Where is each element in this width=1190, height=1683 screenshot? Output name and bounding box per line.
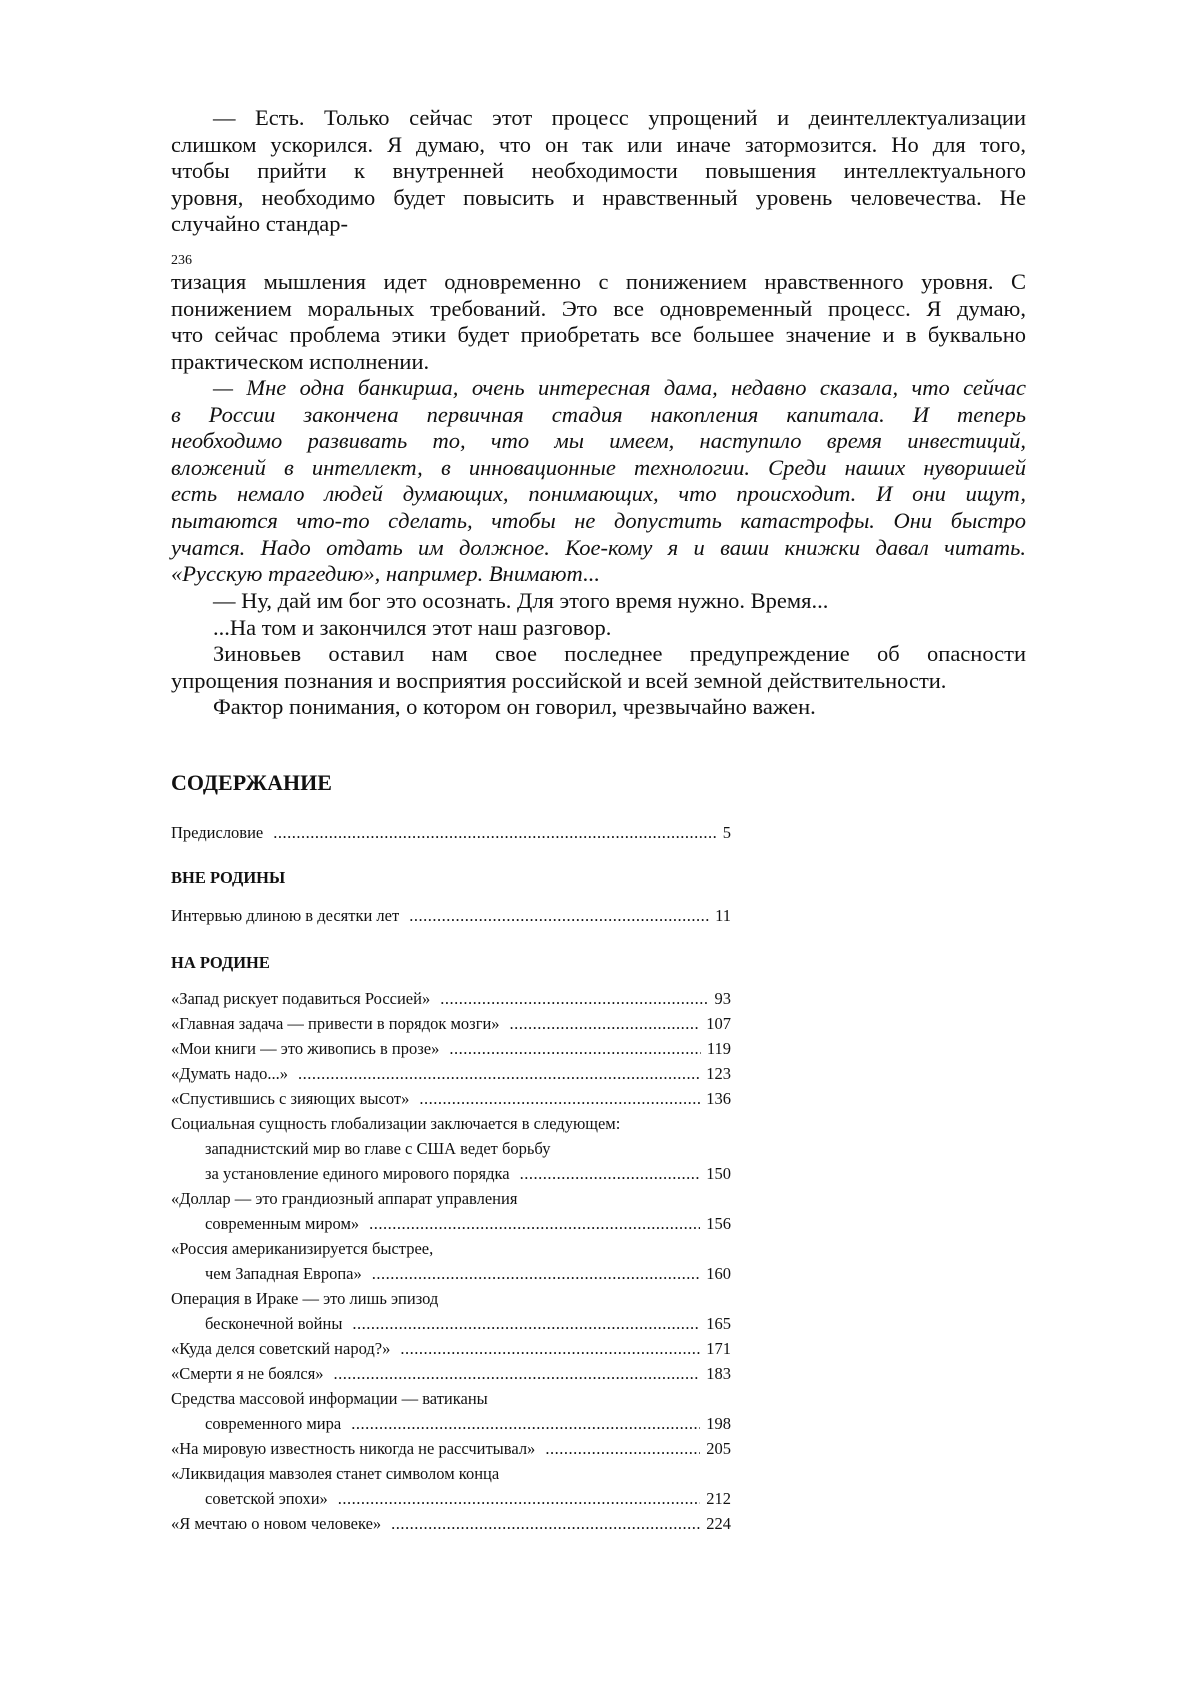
toc-entry[interactable]: [171, 1061, 731, 1086]
toc-entry[interactable]: [171, 986, 731, 1011]
text-line: чтобы прийти к внутренней необходимости повышения интеллектуального: [171, 158, 1026, 184]
toc-entry-page: 224: [706, 1514, 731, 1533]
toc-entry[interactable]: [171, 903, 731, 928]
toc-leader-dots: [351, 1411, 700, 1436]
text-line: пытаются что-то сделать, чтобы не допустить катастрофы. Они быстро: [171, 507, 1026, 533]
toc-entry-title: «Ликвидация мавзолея станет символом конца: [171, 1464, 500, 1483]
toc-entry-title: «Главная задача — привести в порядок мозги»: [171, 1014, 500, 1033]
text-line: есть немало людей думающих, понимающих, что происходит. И они ищут,: [171, 481, 1026, 507]
toc-entry[interactable]: [171, 1036, 731, 1061]
toc-entry[interactable]: [171, 1186, 731, 1236]
toc-entry-title: «На мировую известность никогда не рассчитывал»: [171, 1439, 536, 1458]
toc-entry-page: 212: [706, 1489, 731, 1508]
toc-entry-page: 205: [706, 1439, 731, 1458]
final-paragraphs: [171, 588, 1026, 721]
toc-entry-title-cont: современным миром»: [205, 1214, 360, 1233]
toc-entry-page: 156: [706, 1214, 731, 1233]
toc-entry-title: «Запад рискует подавиться Россией»: [171, 989, 431, 1008]
toc-entry-title: Предисловие: [171, 823, 264, 842]
toc-entry[interactable]: [171, 1011, 731, 1036]
toc-leader-dots: [338, 1486, 700, 1511]
toc-leader-dots: [352, 1311, 700, 1336]
toc-leader-dots: [334, 1361, 701, 1386]
toc-leader-dots: [391, 1511, 700, 1536]
toc-entry-page: 198: [706, 1414, 731, 1433]
toc-entry-title-cont: современного мира: [205, 1414, 342, 1433]
toc-leader-dots: [449, 1036, 701, 1061]
toc-entry-title: «Смерти я не боялся»: [171, 1364, 324, 1383]
text-line: необходимо развивать то, что мы имеем, наступило время инвестиций,: [171, 428, 1026, 454]
toc-entry-title: «Куда делся советский народ?»: [171, 1339, 391, 1358]
toc-title: СОДЕРЖАНИЕ: [171, 770, 332, 795]
text-line: в России закончена первичная стадия накопления капитала. И теперь: [171, 401, 1026, 427]
toc-entry-title: «Доллар — это грандиозный аппарат управления: [171, 1189, 518, 1208]
toc-leader-dots: [400, 1336, 700, 1361]
toc-entry-title-cont: советской эпохи»: [205, 1489, 328, 1508]
text-line: что сейчас проблема этики будет приобретать все большее значение и в буквально: [171, 322, 1026, 348]
toc-leader-dots: [298, 1061, 700, 1086]
text-line: «Русскую трагедию», например. Внимают...: [171, 561, 600, 587]
toc-leader-dots: [520, 1161, 701, 1186]
toc-entry[interactable]: [171, 1436, 731, 1461]
text-line: ...На том и закончился этот наш разговор.: [213, 614, 612, 640]
text-line: — Есть. Только сейчас этот процесс упрощений и деинтеллектуализации: [213, 105, 1026, 130]
toc-entry-page: 123: [706, 1064, 731, 1083]
toc-entry[interactable]: [171, 1336, 731, 1361]
toc-leader-dots: [419, 1086, 700, 1111]
text-line: учатся. Надо отдать им должное. Кое-кому я и ваши книжки давал читать.: [171, 534, 1026, 560]
toc-entry-title: Средства массовой информации — ватиканы: [171, 1389, 488, 1408]
toc-entry[interactable]: [171, 1111, 731, 1186]
toc-entry-page: 136: [706, 1089, 731, 1108]
toc-entry-page: 150: [706, 1164, 731, 1183]
toc-entry[interactable]: [171, 1386, 731, 1436]
toc-entry-page: 11: [715, 906, 731, 925]
toc-entry-page: 119: [706, 1039, 731, 1058]
toc-entry-title: Социальная сущность глобализации заключается в следующем:: [171, 1114, 621, 1133]
text-line: понижением моральных требований. Это все одновременный процесс. Я думаю,: [171, 295, 1026, 321]
toc-entry-page: 5: [722, 823, 731, 842]
toc-entry-title: «Думать надо...»: [171, 1064, 289, 1083]
paragraph-block-1: [171, 105, 1026, 238]
toc-leader-dots: [273, 820, 717, 845]
toc-entry-title-cont: бесконечной войны: [205, 1314, 343, 1333]
toc-entry-page: 165: [706, 1314, 731, 1333]
toc-entry-title: «Россия американизируется быстрее,: [171, 1239, 434, 1258]
toc-entry[interactable]: [171, 820, 731, 845]
page-number: 236: [171, 253, 192, 268]
toc-entry-page: 160: [706, 1264, 731, 1283]
toc-entry[interactable]: [171, 1361, 731, 1386]
toc-preface: [171, 820, 731, 845]
toc-leader-dots: [510, 1011, 701, 1036]
toc-section-heading: НА РОДИНЕ: [171, 953, 270, 972]
toc-section-heading: ВНЕ РОДИНЫ: [171, 868, 286, 887]
text-line: слишком ускорился. Я думаю, что он так или иначе затормозится. Но для того,: [171, 131, 1026, 157]
toc-leader-dots: [440, 986, 708, 1011]
toc-entry-title-cont: чем Западная Европа»: [205, 1264, 362, 1283]
text-line: практическом исполнении.: [171, 348, 430, 374]
toc-entry-page: 107: [706, 1014, 731, 1033]
toc-entry-page: 183: [706, 1364, 731, 1383]
text-line: вложений в интеллект, в инновационные технологии. Среди наших нуворишей: [171, 454, 1026, 480]
text-line: — Ну, дай им бог это осознать. Для этого время нужно. Время...: [213, 588, 829, 613]
text-line: тизация мышления идет одновременно с понижением нравственного уровня. С: [171, 269, 1026, 294]
toc-entry-title: Интервью длиною в десятки лет: [171, 906, 400, 925]
toc-entry-title-cont: за установление единого мирового порядка: [205, 1164, 510, 1183]
toc-entry-title: «Мои книги — это живопись в прозе»: [171, 1039, 440, 1058]
text-line: уровня, необходимо будет повысить и нравственный уровень человечества. Не: [171, 184, 1026, 210]
text-line: — Мне одна банкирша, очень интересная дама, недавно сказала, что сейчас: [213, 375, 1026, 400]
toc-entry-title-cont: западнистский мир во главе с США ведет борьбу: [205, 1139, 551, 1158]
toc-section-1-entries: [171, 903, 731, 928]
toc-entry-title: «Спустившись с зияющих высот»: [171, 1089, 410, 1108]
toc-section-2-entries: [171, 986, 731, 1536]
toc-entry-title: «Я мечтаю о новом человеке»: [171, 1514, 382, 1533]
text-line: Зиновьев оставил нам свое последнее предупреждение об опасности: [213, 641, 1026, 667]
paragraph-block-2: [171, 253, 1026, 375]
toc-leader-dots: [409, 903, 709, 928]
text-line: случайно стандар-: [171, 211, 349, 237]
toc-entry[interactable]: [171, 1511, 731, 1536]
toc-entry-page: 171: [706, 1339, 731, 1358]
italic-quote-block: [171, 375, 1026, 588]
toc-leader-dots: [369, 1211, 700, 1236]
toc-entry[interactable]: [171, 1236, 731, 1286]
toc-entry[interactable]: [171, 1286, 731, 1336]
toc-entry[interactable]: [171, 1461, 731, 1511]
toc-leader-dots: [545, 1436, 700, 1461]
toc-leader-dots: [372, 1261, 701, 1286]
toc-entry[interactable]: [171, 1086, 731, 1111]
text-line: упрощения познания и восприятия российской и всей земной действительности.: [171, 667, 947, 693]
toc-entry-title: Операция в Ираке — это лишь эпизод: [171, 1289, 439, 1308]
toc-entry-page: 93: [714, 989, 731, 1008]
text-line: Фактор понимания, о котором он говорил, чрезвычайно важен.: [213, 694, 816, 720]
